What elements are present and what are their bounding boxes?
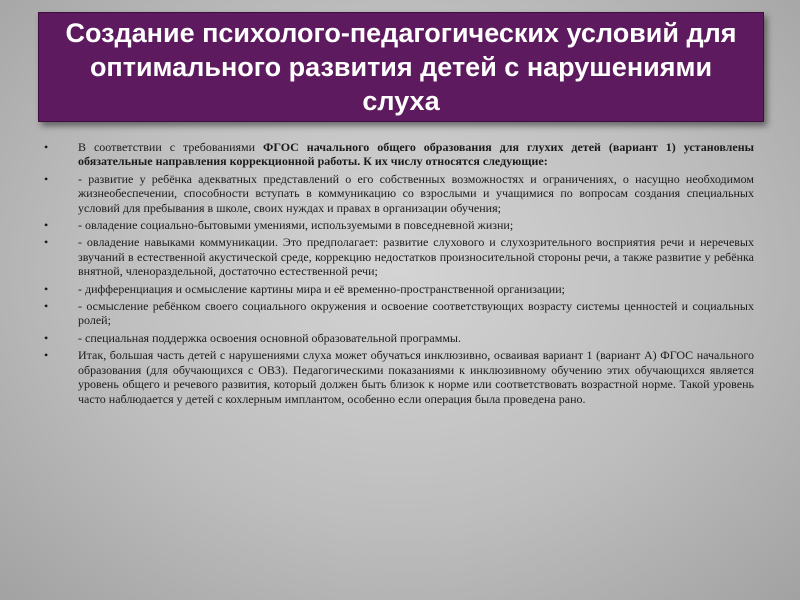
bullet-text: Итак, большая часть детей с нарушениями слуха может обучаться инклюзивно, осваивая вариант 1 (вариант А) ФГОС начального образования (для обучающихся с ОВЗ). Педагогическими показаниями к инклюзивному обучению этих обучающихся является уровень общего и речевого развития, который должен быть близок к норме или соответствовать возрастной норме. Такой уровень часто наблюдается у детей с кохлерным имплантом, особенно если операция была проведена рано.: [78, 348, 754, 406]
bullet-text: - овладение социально-бытовыми умениями, используемыми в повседневной жизни;: [78, 218, 514, 233]
bullet-text: - овладение навыками коммуникации. Это предполагает: развитие слухового и слухозрительного восприятия речи и неречевых звучаний в естественной акустической среде, коррекцию недостатков произносительной стороны речи, а также развитие у ребёнка внятной, членораздельной, достаточно естественной речи;: [78, 235, 754, 279]
bullet-text: - дифференциация и осмысление картины мира и её временно-пространственной организации;: [78, 281, 565, 296]
bullet-icon: •: [44, 140, 49, 154]
bullet-text-bold: ФГОС начального общего образования для глухих детей (вариант 1) установлены обязательные направления коррекционной работы. К их числу относятся следующие:: [78, 140, 754, 169]
content-area: [44, 140, 754, 409]
slide-title: Создание психолого-педагогических условий для оптимального развития детей с нарушениями слуха: [65, 18, 737, 116]
bullet-icon: •: [44, 281, 49, 296]
bullet-icon: •: [44, 171, 49, 186]
bullet-text: - специальная поддержка освоения основной образовательной программы.: [78, 330, 461, 345]
title-banner: [38, 12, 764, 122]
bullet-icon: •: [44, 348, 49, 363]
bullet-text: - осмысление ребёнком своего социального окружения и освоение соответствующих возрасту системы ценностей и социальных ролей;: [78, 299, 754, 328]
bullet-list: [44, 140, 754, 406]
list-item: [44, 235, 754, 278]
list-item: [44, 282, 754, 296]
bullet-icon: •: [44, 235, 49, 250]
list-item: [44, 140, 754, 169]
list-item: [44, 348, 754, 406]
list-item: [44, 172, 754, 215]
bullet-text: - развитие у ребёнка адекватных представлений о его собственных возможностях и ограничениях, о насущно необходимом жизнеобеспечении, способности вступать в коммуникацию со взрослыми и учащимися по вопросам создания специальных условий для пребывания в школе, своих нуждах и правах в организации обучения;: [78, 171, 754, 215]
list-item: [44, 299, 754, 328]
bullet-text-intro: В соответствии с требованиями: [78, 140, 264, 154]
bullet-icon: •: [44, 330, 49, 345]
bullet-icon: •: [44, 218, 49, 233]
list-item: [44, 218, 754, 232]
bullet-icon: •: [44, 299, 49, 314]
list-item: [44, 331, 754, 345]
